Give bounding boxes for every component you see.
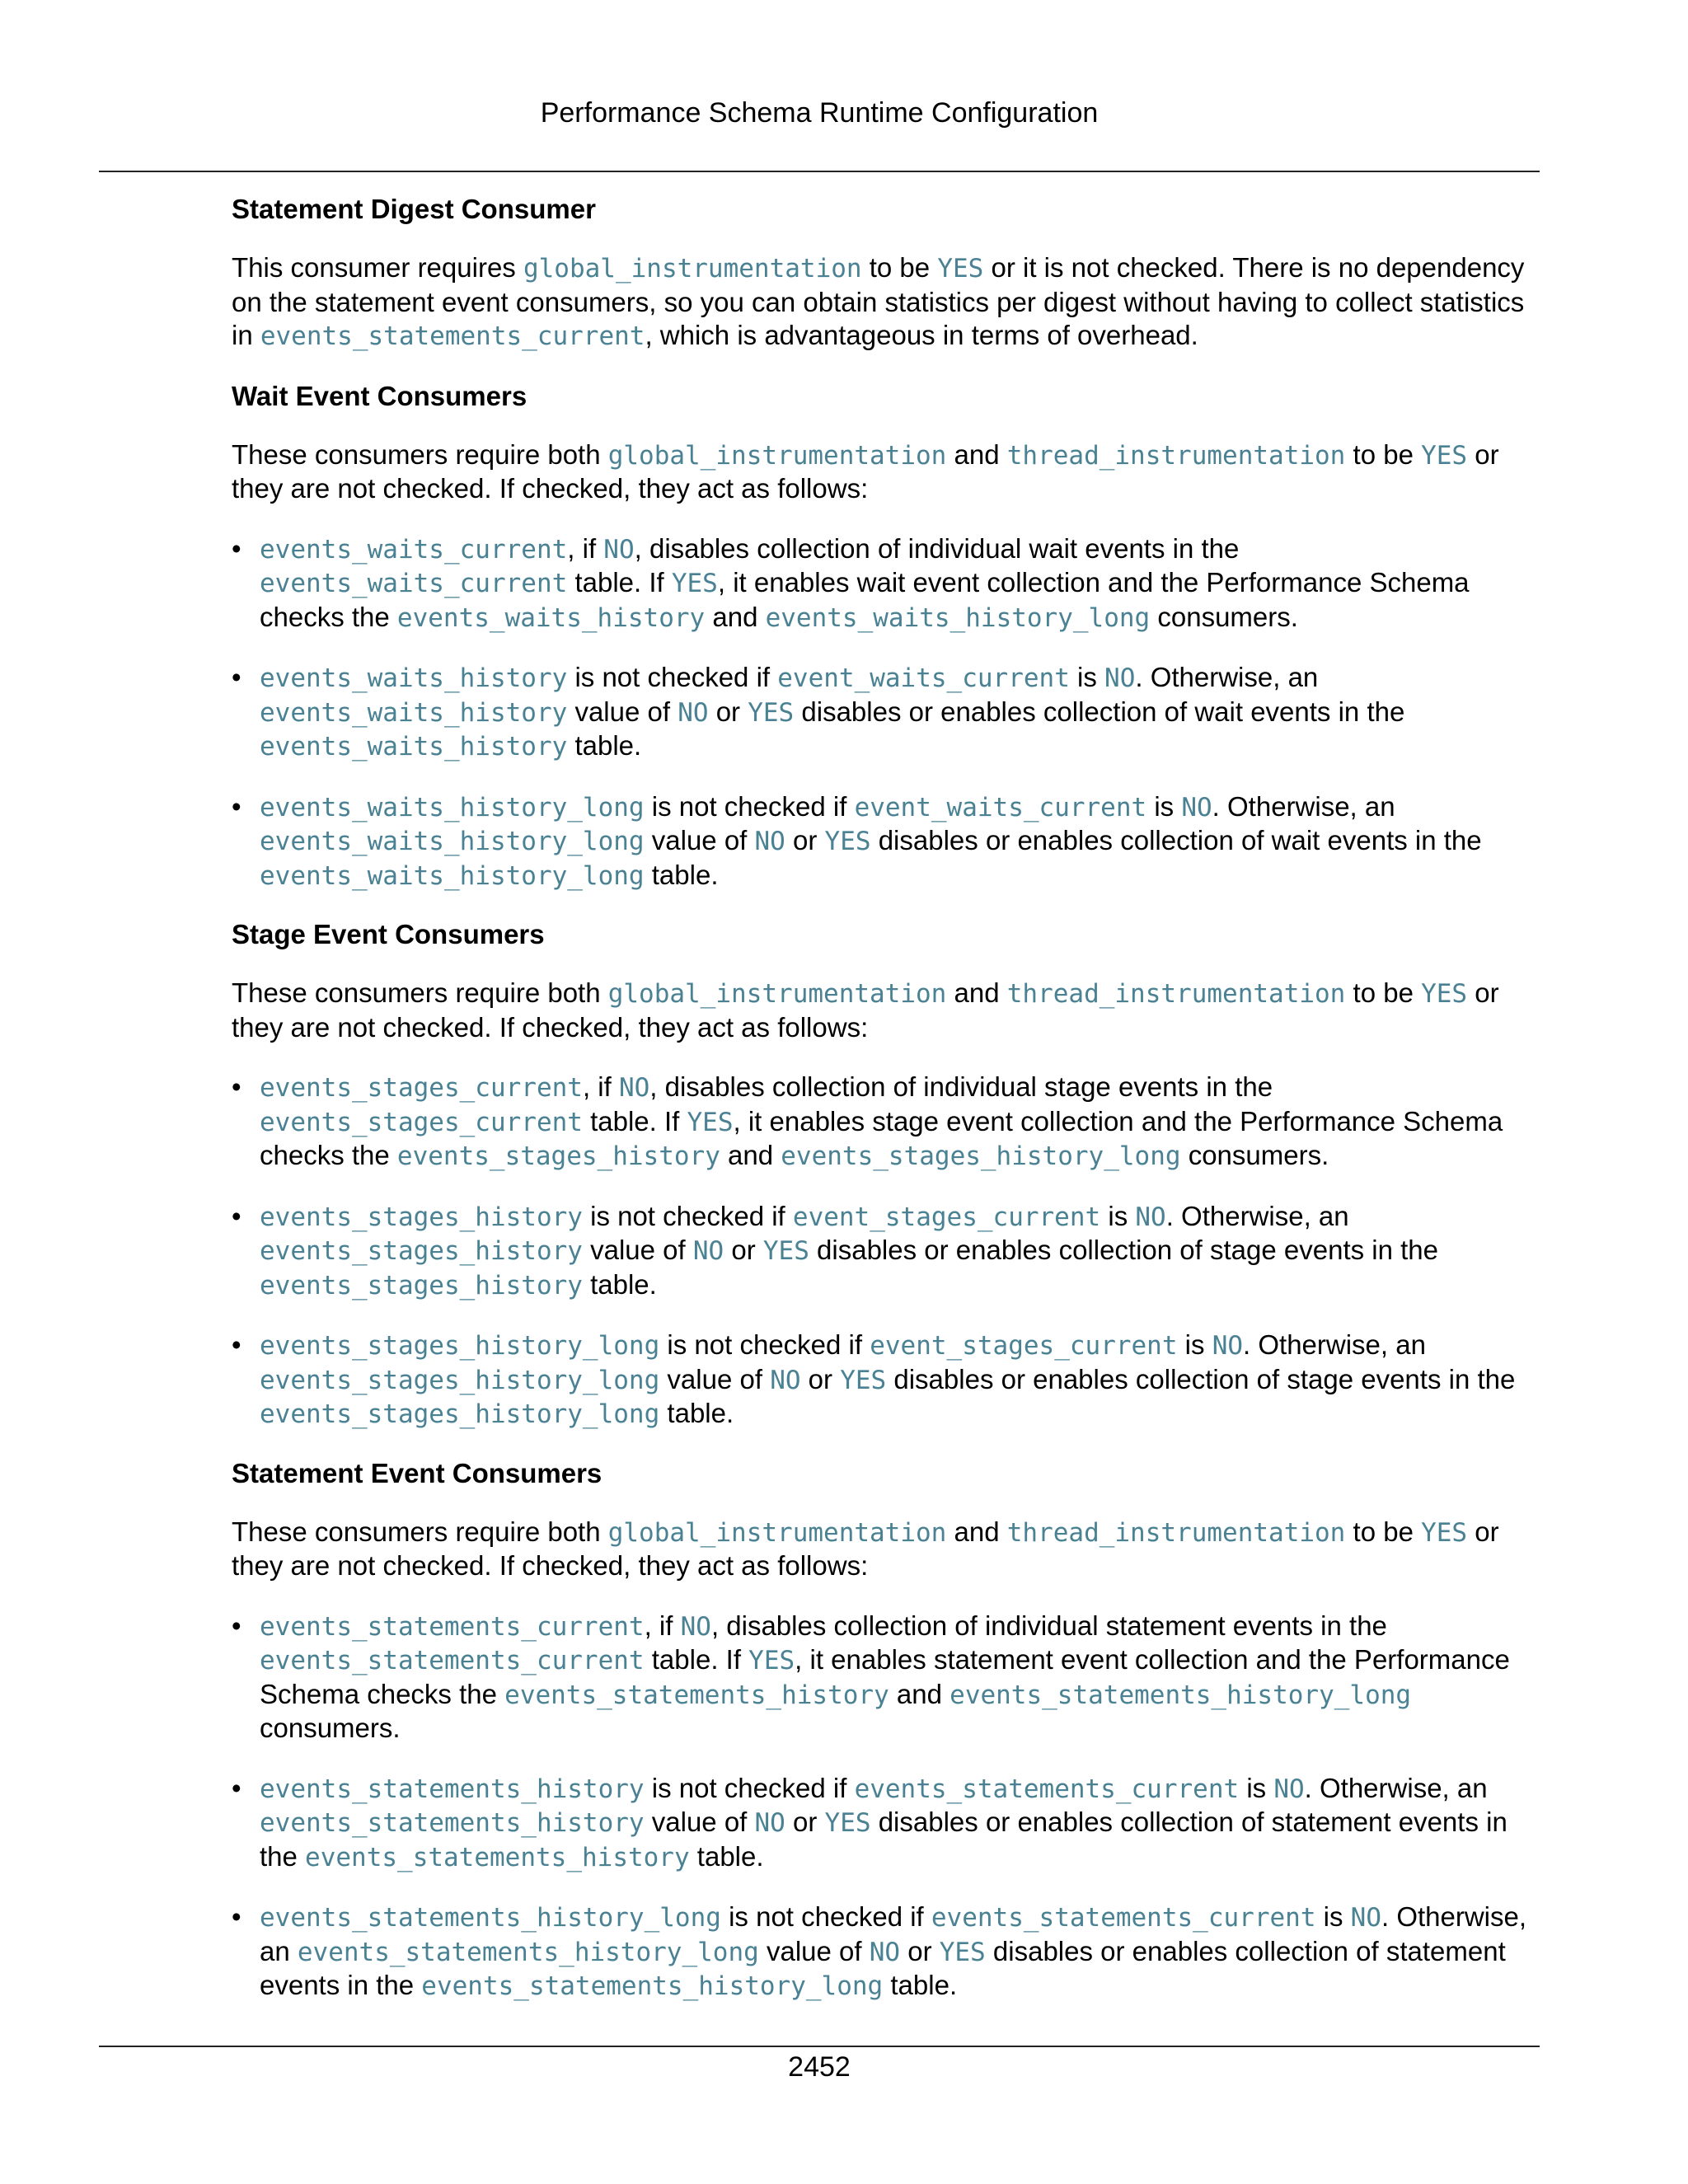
page-header-title: Performance Schema Runtime Configuration: [540, 97, 1099, 129]
text-run: and: [946, 977, 1007, 1008]
text-run: value of: [644, 825, 755, 855]
list-item: [232, 1200, 1542, 1303]
inline-code: events_statements_history_long: [950, 1680, 1412, 1710]
text-run: is not checked if: [659, 1329, 870, 1360]
section-heading: Statement Digest Consumer: [232, 194, 596, 224]
inline-code: YES: [748, 1646, 795, 1675]
inline-code: NO: [1212, 1331, 1244, 1361]
inline-code: thread_instrumentation: [1006, 1517, 1346, 1548]
text-run: table.: [883, 1970, 958, 2000]
list-item: [232, 1610, 1542, 1746]
inline-code: YES: [840, 1365, 887, 1395]
section: [232, 918, 1542, 1432]
text-run: disables or enables collection of wait events in the: [870, 825, 1482, 855]
text-run: These consumers require both: [232, 1516, 608, 1547]
list-item: [232, 1900, 1542, 2004]
inline-code: global_instrumentation: [523, 254, 862, 284]
inline-code: thread_instrumentation: [1006, 979, 1346, 1009]
text-run: or: [900, 1935, 940, 1966]
inline-code: events_statements_current: [260, 1611, 645, 1642]
text-run: This consumer requires: [232, 252, 523, 283]
text-run: is: [1239, 1772, 1274, 1803]
text-run: table.: [567, 730, 642, 761]
list-item: [232, 1772, 1542, 1875]
text-run: . Otherwise, an: [1165, 1200, 1349, 1231]
inline-code: events_waits_history: [260, 732, 568, 762]
text-run: value of: [644, 1807, 755, 1837]
text-run: , if: [582, 1071, 619, 1102]
inline-code: global_instrumentation: [607, 1517, 947, 1548]
text-run: table. If: [644, 1644, 749, 1675]
text-run: table. If: [582, 1105, 687, 1137]
text-run: or they are not checked. If checked, they act as follows:: [232, 1516, 1499, 1581]
text-run: table.: [582, 1268, 657, 1300]
inline-code: NO: [770, 1365, 801, 1395]
text-run: . Otherwise, an: [1304, 1772, 1488, 1803]
inline-code: events_statements_history: [260, 1808, 645, 1838]
text-run: is not checked if: [720, 1901, 931, 1932]
text-run: . Otherwise, an: [1212, 790, 1395, 822]
inline-code: events_waits_history: [396, 602, 706, 633]
text-run: is not checked if: [644, 790, 855, 822]
section-intro-paragraph: [232, 1516, 1542, 1583]
consumer-bullet-list: [232, 532, 1542, 893]
text-run: and: [720, 1140, 781, 1170]
text-run: . Otherwise, an: [1243, 1329, 1426, 1360]
inline-code: YES: [748, 697, 795, 728]
inline-code: YES: [824, 1808, 871, 1838]
inline-code: event_stages_current: [792, 1202, 1101, 1232]
inline-code: events_stages_history_long: [260, 1365, 660, 1395]
inline-code: YES: [824, 827, 871, 856]
section-intro-paragraph: [232, 251, 1542, 354]
text-run: value of: [582, 1235, 693, 1265]
section: [232, 1457, 1542, 2004]
inline-code: NO: [678, 697, 709, 728]
inline-code: YES: [671, 569, 718, 598]
inline-code: NO: [1181, 792, 1212, 823]
text-run: consumers.: [260, 1713, 401, 1743]
text-run: These consumers require both: [232, 438, 608, 470]
list-item: [232, 661, 1542, 764]
text-run: is: [1146, 790, 1182, 822]
text-run: . Otherwise, an: [260, 1901, 1527, 1966]
inline-code: NO: [869, 1937, 901, 1967]
list-item: [232, 532, 1542, 635]
inline-code: events_stages_history_long: [781, 1141, 1181, 1171]
text-run: . Otherwise, an: [1135, 662, 1319, 692]
inline-code: events_stages_history: [396, 1141, 720, 1171]
text-run: value of: [758, 1935, 870, 1966]
section-heading: Wait Event Consumers: [232, 380, 528, 411]
inline-code: NO: [754, 827, 785, 856]
inline-code: events_statements_current: [260, 1646, 645, 1675]
text-run: , disables collection of individual wait events in the: [634, 532, 1240, 564]
inline-code: YES: [762, 1236, 809, 1266]
inline-code: events_statements_history_long: [421, 1971, 884, 2001]
inline-code: events_statements_history: [305, 1842, 690, 1872]
text-run: is: [1315, 1901, 1351, 1932]
section-heading: Stage Event Consumers: [232, 919, 545, 949]
inline-code: events_waits_history: [260, 697, 568, 728]
text-run: or: [708, 696, 748, 727]
inline-code: events_waits_history_long: [765, 602, 1151, 633]
text-run: to be: [1345, 977, 1422, 1008]
inline-code: YES: [1421, 1517, 1468, 1548]
text-run: , it enables stage event collection and the Performance Schema checks the: [260, 1105, 1503, 1170]
list-item: [232, 790, 1542, 893]
inline-code: events_waits_history: [260, 663, 568, 693]
inline-code: events_stages_history: [260, 1236, 583, 1266]
section-heading: Statement Event Consumers: [232, 1457, 603, 1488]
consumer-bullet-list: [232, 1071, 1542, 1432]
inline-code: NO: [754, 1808, 785, 1838]
inline-code: events_waits_history_long: [260, 860, 645, 891]
document-body: [232, 193, 1542, 2029]
text-run: and: [946, 1516, 1007, 1547]
inline-code: NO: [1350, 1903, 1381, 1933]
text-run: These consumers require both: [232, 977, 608, 1008]
inline-code: NO: [692, 1236, 724, 1266]
inline-code: NO: [1135, 1202, 1166, 1232]
section: [232, 380, 1542, 893]
inline-code: events_statements_history: [504, 1680, 889, 1710]
inline-code: events_stages_history: [260, 1270, 583, 1301]
inline-code: thread_instrumentation: [1006, 440, 1346, 471]
footer-rule: [99, 2046, 1540, 2047]
text-run: to be: [1345, 438, 1422, 470]
text-run: consumers.: [1180, 1140, 1329, 1170]
inline-code: global_instrumentation: [607, 440, 947, 471]
inline-code: events_stages_history_long: [260, 1399, 660, 1429]
consumer-bullet-list: [232, 1610, 1542, 2004]
text-run: table.: [659, 1398, 734, 1428]
list-item: [232, 1329, 1542, 1432]
inline-code: NO: [680, 1611, 711, 1642]
inline-code: events_statements_current: [260, 321, 645, 351]
text-run: disables or enables collection of wait events in the: [794, 696, 1405, 727]
text-run: or it is not checked. There is no dependency on the statement event consumers, so you can obtain statistics per digest without having to collect statistics in: [232, 252, 1525, 350]
text-run: is not checked if: [582, 1200, 793, 1231]
inline-code: event_stages_current: [870, 1331, 1178, 1361]
inline-code: global_instrumentation: [607, 979, 947, 1009]
text-run: or: [800, 1363, 841, 1394]
text-run: is not checked if: [644, 1772, 855, 1803]
text-run: value of: [567, 696, 678, 727]
text-run: is: [1069, 662, 1105, 692]
inline-code: events_stages_history: [260, 1202, 583, 1232]
text-run: or they are not checked. If checked, they act as follows:: [232, 977, 1499, 1043]
inline-code: event_waits_current: [777, 663, 1070, 693]
text-run: , if: [644, 1610, 681, 1641]
inline-code: events_statements_history_long: [260, 1903, 721, 1933]
text-run: is: [1100, 1200, 1136, 1231]
text-run: is not checked if: [567, 662, 778, 692]
inline-code: YES: [937, 254, 984, 284]
header-rule: [99, 171, 1540, 172]
text-run: value of: [659, 1363, 771, 1394]
inline-code: events_statements_history: [260, 1774, 645, 1804]
section-intro-paragraph: [232, 977, 1542, 1044]
inline-code: events_statements_current: [931, 1903, 1316, 1933]
inline-code: events_stages_current: [260, 1107, 583, 1137]
list-item: [232, 1071, 1542, 1174]
inline-code: NO: [1273, 1774, 1305, 1804]
inline-code: YES: [1421, 440, 1468, 471]
text-run: table. If: [567, 567, 672, 598]
text-run: to be: [861, 252, 938, 283]
text-run: , it enables statement event collection and the Performance Schema checks the: [260, 1644, 1510, 1709]
inline-code: events_statements_current: [854, 1774, 1240, 1804]
section-intro-paragraph: [232, 438, 1542, 506]
text-run: is: [1177, 1329, 1212, 1360]
text-run: and: [705, 601, 766, 632]
page-number: 2452: [788, 2051, 851, 2083]
inline-code: events_stages_history_long: [260, 1331, 660, 1361]
text-run: , disables collection of individual stage events in the: [649, 1071, 1273, 1102]
text-run: table.: [644, 859, 719, 890]
text-run: consumers.: [1150, 601, 1298, 632]
inline-code: events_waits_current: [260, 534, 568, 565]
text-run: to be: [1345, 1516, 1422, 1547]
text-run: table.: [689, 1840, 764, 1872]
inline-code: YES: [939, 1937, 986, 1967]
inline-code: events_waits_history_long: [260, 792, 645, 823]
inline-code: NO: [1104, 663, 1136, 693]
inline-code: YES: [1421, 979, 1468, 1009]
text-run: , which is advantageous in terms of overhead.: [645, 320, 1198, 350]
text-run: , disables collection of individual statement events in the: [710, 1610, 1387, 1641]
text-run: disables or enables collection of statement events in the: [260, 1807, 1507, 1872]
text-run: , if: [567, 532, 604, 564]
text-run: and: [946, 438, 1007, 470]
inline-code: event_waits_current: [854, 792, 1147, 823]
text-run: or: [785, 825, 825, 855]
inline-code: events_waits_history_long: [260, 827, 645, 856]
text-run: disables or enables collection of stage events in the: [886, 1363, 1516, 1394]
text-run: or: [785, 1807, 825, 1837]
inline-code: YES: [687, 1107, 734, 1137]
inline-code: events_waits_current: [260, 569, 568, 598]
inline-code: NO: [618, 1073, 650, 1103]
text-run: or they are not checked. If checked, they act as follows:: [232, 438, 1499, 504]
inline-code: events_statements_history_long: [297, 1937, 759, 1967]
text-run: , it enables wait event collection and the Performance Schema checks the: [260, 567, 1470, 632]
text-run: disables or enables collection of stage events in the: [809, 1235, 1439, 1265]
text-run: disables or enables collection of statement events in the: [260, 1935, 1506, 2000]
section: [232, 193, 1542, 354]
inline-code: NO: [603, 534, 635, 565]
text-run: and: [889, 1678, 950, 1709]
text-run: or: [724, 1235, 763, 1265]
inline-code: events_stages_current: [260, 1073, 583, 1103]
